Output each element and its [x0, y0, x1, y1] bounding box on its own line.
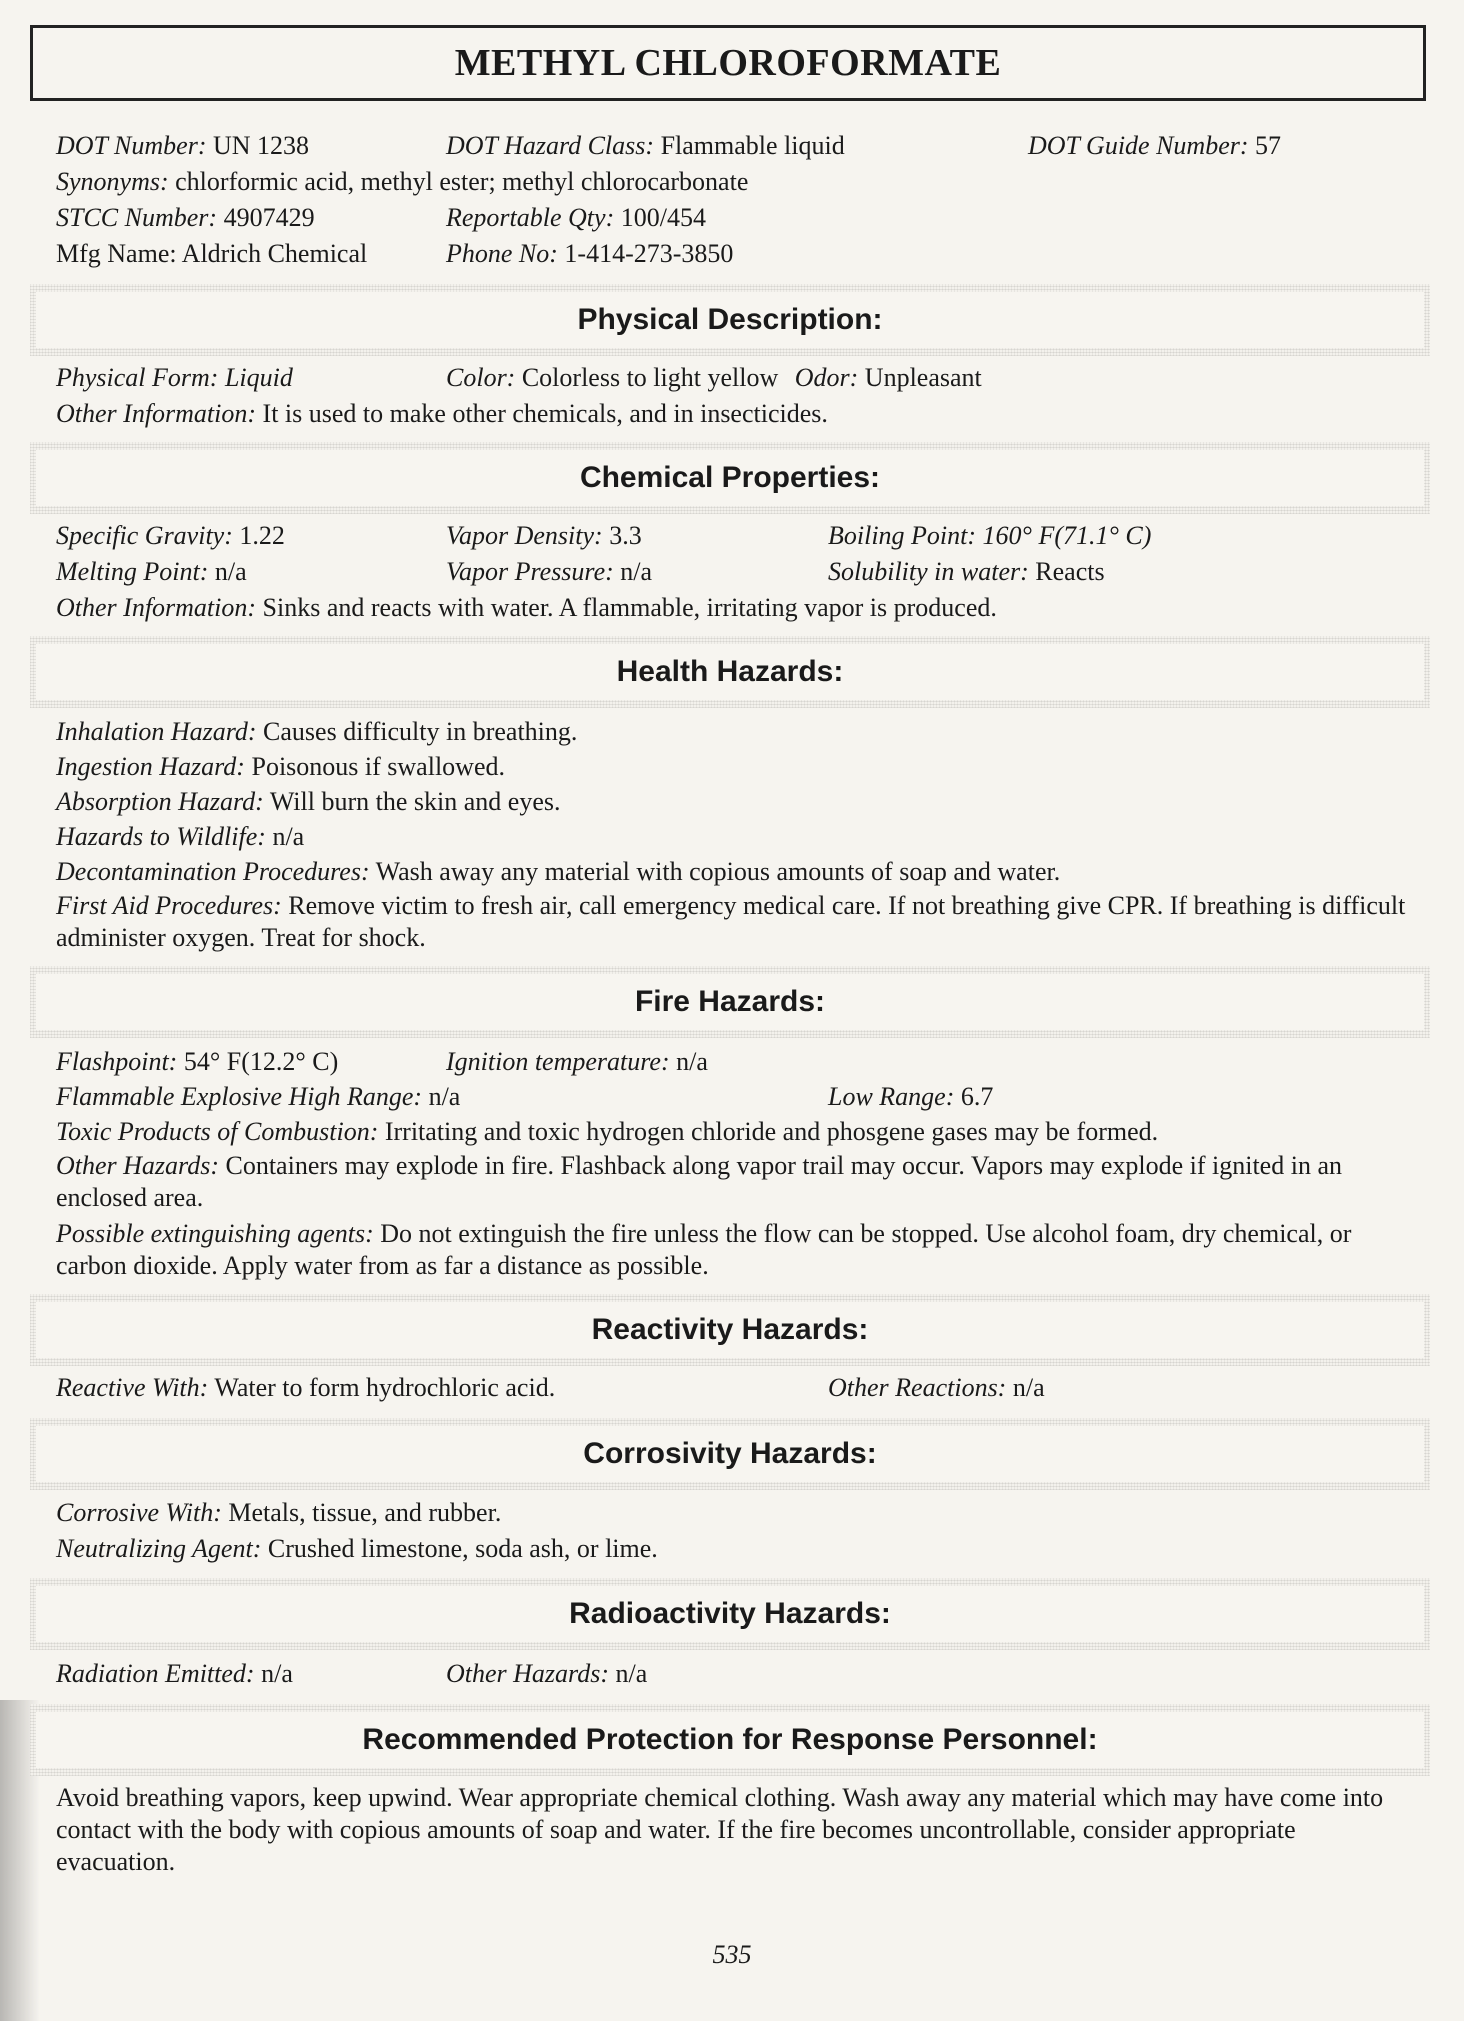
phone-label: Phone No: [446, 239, 558, 268]
vapor-pressure-value: n/a [620, 557, 653, 586]
phone-line [446, 238, 733, 270]
absorption-value: Will burn the skin and eyes. [269, 787, 561, 816]
specific-gravity-value: 1.22 [239, 521, 285, 550]
physical-form-label: Physical Form: [56, 363, 219, 392]
section-corrosivity-hazards [30, 1418, 1430, 1490]
other-hazards-label: Other Hazards: [56, 1151, 219, 1180]
vapor-density-line [446, 520, 642, 552]
synonyms-line [56, 166, 748, 198]
chemical-other-value: Sinks and reacts with water. A flammable, irritating vapor is produced. [262, 593, 997, 622]
section-fire-hazards [30, 966, 1430, 1038]
melting-point-value: n/a [214, 557, 247, 586]
stcc-line [56, 202, 315, 234]
reactive-with-label: Reactive With: [56, 1373, 209, 1402]
section-heading: Corrosivity Hazards: [583, 1437, 877, 1470]
section-recommended-protection [30, 1704, 1430, 1776]
physical-other-line [56, 398, 828, 430]
color-value: Colorless to light yellow [521, 363, 779, 392]
wildlife-label: Hazards to Wildlife: [56, 822, 266, 851]
flashpoint-label: Flashpoint: [56, 1047, 178, 1076]
inhalation-line [56, 716, 577, 748]
section-heading: Radioactivity Hazards: [569, 1597, 891, 1630]
vapor-pressure-label: Vapor Pressure: [446, 557, 614, 586]
flashpoint-value: 54° F(12.2° C) [183, 1047, 339, 1076]
other-reactions-line [828, 1372, 1045, 1404]
dot-number-value: UN 1238 [212, 131, 310, 160]
dot-number-label: DOT Number: [56, 131, 207, 160]
ingestion-value: Poisonous if swallowed. [251, 752, 505, 781]
corrosive-with-value: Metals, tissue, and rubber. [228, 1498, 502, 1527]
section-reactivity-hazards [30, 1294, 1430, 1366]
extinguishing-paragraph [56, 1218, 1416, 1282]
page-title: METHYL CHLOROFORMATE [30, 25, 1426, 101]
dot-guide-line [1028, 130, 1281, 162]
odor-value: Unpleasant [864, 363, 982, 392]
dot-hazard-label: DOT Hazard Class: [446, 131, 655, 160]
first-aid-label: First Aid Procedures: [56, 891, 282, 920]
other-reactions-value: n/a [1012, 1373, 1045, 1402]
section-heading: Reactivity Hazards: [591, 1313, 869, 1346]
radio-other-line [446, 1658, 647, 1690]
flashpoint-line [56, 1046, 338, 1078]
high-range-label: Flammable Explosive High Range: [56, 1082, 423, 1111]
mfg-label: Mfg Name: [56, 239, 177, 268]
solubility-label: Solubility in water: [828, 557, 1029, 586]
ingestion-label: Ingestion Hazard: [56, 752, 245, 781]
first-aid-value: Remove victim to fresh air, call emergency medical care. If not breathing give CPR. If breathing is difficult administer oxygen. Treat for shock. [56, 891, 1406, 952]
chemical-other-line [56, 592, 997, 624]
solubility-value: Reacts [1035, 557, 1105, 586]
vapor-density-value: 3.3 [609, 521, 642, 550]
specific-gravity-label: Specific Gravity: [56, 521, 233, 550]
other-hazards-paragraph [56, 1150, 1416, 1214]
physical-other-label: Other Information: [56, 399, 257, 428]
color-label: Color: [446, 363, 516, 392]
stcc-label: STCC Number: [56, 203, 218, 232]
ingestion-line [56, 751, 505, 783]
section-heading: Recommended Protection for Response Personnel: [362, 1723, 1098, 1756]
corrosive-with-label: Corrosive With: [56, 1498, 222, 1527]
synonyms-label: Synonyms: [56, 167, 169, 196]
rq-label: Reportable Qty: [446, 203, 615, 232]
dot-hazard-value: Flammable liquid [660, 131, 845, 160]
ignition-label: Ignition temperature: [446, 1047, 670, 1076]
low-range-line [828, 1081, 993, 1113]
dot-guide-label: DOT Guide Number: [1028, 131, 1249, 160]
radiation-value: n/a [261, 1659, 293, 1688]
ignition-line [446, 1046, 708, 1078]
section-heading: Chemical Properties: [579, 461, 881, 494]
inhalation-value: Causes difficulty in breathing. [263, 717, 578, 746]
page-number: 535 [712, 1940, 752, 1969]
wildlife-line [56, 821, 304, 853]
boiling-point-line [828, 520, 1151, 552]
reactive-with-line [56, 1372, 555, 1404]
neutralizing-line [56, 1533, 658, 1565]
color-line [446, 362, 982, 394]
section-chemical-properties [30, 442, 1430, 514]
chemical-other-label: Other Information: [56, 593, 257, 622]
rq-value: 100/454 [620, 203, 706, 232]
inhalation-label: Inhalation Hazard: [56, 717, 257, 746]
toxic-products-label: Toxic Products of Combustion: [56, 1117, 379, 1146]
absorption-label: Absorption Hazard: [56, 787, 264, 816]
rq-line [446, 202, 706, 234]
first-aid-paragraph [56, 890, 1416, 954]
decontamination-label: Decontamination Procedures: [56, 857, 370, 886]
section-heading: Health Hazards: [616, 655, 844, 688]
phone-value: 1-414-273-3850 [564, 239, 734, 268]
melting-point-label: Melting Point: [56, 557, 209, 586]
ignition-value: n/a [676, 1047, 708, 1076]
radiation-label: Radiation Emitted: [56, 1659, 255, 1688]
physical-form-value: Liquid [224, 363, 293, 392]
corrosive-with-line [56, 1497, 501, 1529]
dot-hazard-line [446, 130, 845, 162]
physical-other-value: It is used to make other chemicals, and in insecticides. [262, 399, 828, 428]
dot-guide-value: 57 [1255, 131, 1282, 160]
protection-paragraph: Avoid breathing vapors, keep upwind. Wear appropriate chemical clothing. Wash away any material which may have come into contact with the body with copious amounts of soap and water. If the fire becomes uncontrollable, consider appropriate evacuation. [56, 1783, 1384, 1876]
low-range-value: 6.7 [960, 1082, 994, 1111]
wildlife-value: n/a [272, 822, 305, 851]
high-range-value: n/a [428, 1082, 461, 1111]
odor-label: Odor: [794, 363, 859, 392]
section-heading: Physical Description: [577, 303, 883, 336]
section-health-hazards [30, 636, 1430, 708]
radio-other-value: n/a [615, 1659, 648, 1688]
toxic-products-value: Irritating and toxic hydrogen chloride and phosgene gases may be formed. [384, 1117, 1159, 1146]
mfg-line [56, 238, 367, 270]
radiation-line [56, 1658, 293, 1690]
section-physical-description [30, 284, 1430, 356]
reactive-with-value: Water to form hydrochloric acid. [214, 1373, 556, 1402]
radio-other-label: Other Hazards: [446, 1659, 609, 1688]
extinguishing-label: Possible extinguishing agents: [56, 1219, 374, 1248]
other-hazards-value: Containers may explode in fire. Flashback along vapor trail may occur. Vapors may explode if ignited in an enclosed area. [56, 1151, 1342, 1212]
low-range-label: Low Range: [828, 1082, 955, 1111]
extinguishing-value: Do not extinguish the fire unless the flow can be stopped. Use alcohol foam, dry chemical, or carbon dioxide. Apply water from as far a distance as possible. [56, 1219, 1352, 1280]
boiling-point-label: Boiling Point: [828, 521, 977, 550]
high-range-line [56, 1081, 460, 1113]
melting-point-line [56, 556, 247, 588]
section-heading: Fire Hazards: [634, 985, 826, 1018]
neutralizing-value: Crushed limestone, soda ash, or lime. [267, 1534, 658, 1563]
synonyms-value: chlorformic acid, methyl ester; methyl chlorocarbonate [175, 167, 749, 196]
boiling-point-value: 160° F(71.1° C) [982, 521, 1152, 550]
section-radioactivity-hazards [30, 1578, 1430, 1650]
toxic-products-line [56, 1116, 1158, 1148]
specific-gravity-line [56, 520, 285, 552]
vapor-density-label: Vapor Density: [446, 521, 603, 550]
decontamination-value: Wash away any material with copious amounts of soap and water. [375, 857, 1061, 886]
mfg-value: Aldrich Chemical [181, 239, 368, 268]
dot-number-line [56, 130, 309, 162]
solubility-line [828, 556, 1105, 588]
stcc-value: 4907429 [223, 203, 315, 232]
vapor-pressure-line [446, 556, 652, 588]
neutralizing-label: Neutralizing Agent: [56, 1534, 262, 1563]
other-reactions-label: Other Reactions: [828, 1373, 1007, 1402]
physical-form-line [56, 362, 293, 394]
absorption-line [56, 786, 560, 818]
decontamination-line [56, 856, 1060, 888]
